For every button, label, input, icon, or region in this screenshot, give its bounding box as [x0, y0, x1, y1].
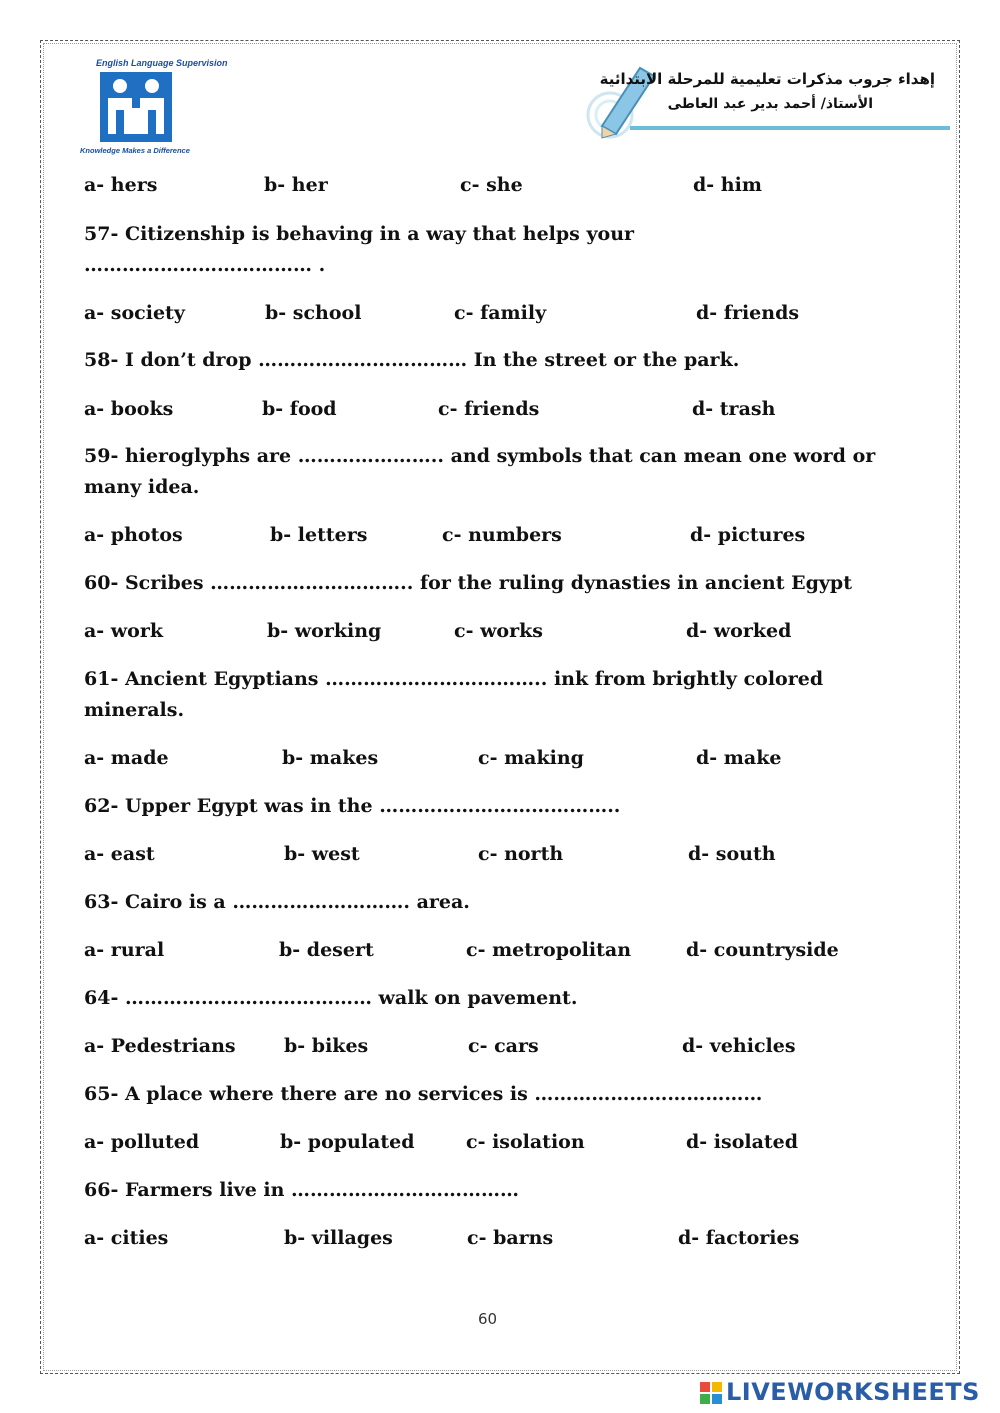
- option-b[interactable]: b- her: [264, 174, 328, 196]
- option-d[interactable]: d- him: [693, 174, 762, 196]
- header-banner: [570, 60, 955, 140]
- option-b[interactable]: b- working: [267, 620, 382, 642]
- question-61: 61- Ancient Egyptians …………………………….. ink from brightly colored minerals.: [84, 668, 824, 721]
- question-63: 63- Cairo is a ………………………. area.: [84, 891, 470, 913]
- option-c[interactable]: c- numbers: [442, 524, 562, 546]
- option-a[interactable]: a- polluted: [84, 1131, 200, 1153]
- option-d[interactable]: d- worked: [686, 620, 792, 642]
- header-arabic-line-1: إهداء جروب مذكرات تعليمية للمرحلة الابتدائية: [599, 70, 935, 88]
- option-c[interactable]: c- works: [454, 620, 543, 642]
- option-d[interactable]: d- trash: [692, 398, 776, 420]
- option-b[interactable]: b- populated: [280, 1131, 415, 1153]
- option-a[interactable]: a- Pedestrians: [84, 1035, 236, 1057]
- question-62: 62- Upper Egypt was in the ………………………………..: [84, 795, 621, 817]
- option-c[interactable]: c- barns: [467, 1227, 554, 1249]
- option-c[interactable]: c- she: [460, 174, 523, 196]
- answer-row-58: [84, 398, 904, 424]
- question-58: 58- I don’t drop …………………………… In the street or the park.: [84, 349, 740, 371]
- option-b[interactable]: b- west: [284, 843, 360, 865]
- option-a[interactable]: a- work: [84, 620, 164, 642]
- answer-row-59: [84, 524, 904, 550]
- liveworksheets-wordmark: LIVEWORKSHEETS: [726, 1378, 980, 1406]
- question-60: 60- Scribes ………………………….. for the ruling dynasties in ancient Egypt: [84, 572, 852, 594]
- liveworksheets-logo-icon: [700, 1382, 722, 1404]
- page-number: 60: [477, 1310, 498, 1328]
- option-b[interactable]: b- school: [265, 302, 362, 324]
- option-d[interactable]: d- countryside: [686, 939, 839, 961]
- option-c[interactable]: c- isolation: [466, 1131, 585, 1153]
- option-c[interactable]: c- metropolitan: [466, 939, 632, 961]
- question-64: 64- ………………………………… walk on pavement.: [84, 987, 578, 1009]
- answer-row-56: [84, 174, 904, 200]
- option-b[interactable]: b- bikes: [284, 1035, 369, 1057]
- option-a[interactable]: a- cities: [84, 1227, 169, 1249]
- option-a[interactable]: a- books: [84, 398, 174, 420]
- option-c[interactable]: c- north: [478, 843, 564, 865]
- option-a[interactable]: a- photos: [84, 524, 183, 546]
- option-c[interactable]: c- family: [454, 302, 547, 324]
- option-a[interactable]: a- hers: [84, 174, 158, 196]
- logo-top-text: English Language Supervision: [96, 58, 228, 68]
- answer-row-64: [84, 1035, 904, 1061]
- question-66: 66- Farmers live in ………………………………: [84, 1179, 520, 1201]
- option-c[interactable]: c- making: [478, 747, 584, 769]
- option-a[interactable]: a- society: [84, 302, 185, 324]
- header-rule: [630, 126, 950, 130]
- option-d[interactable]: d- south: [688, 843, 776, 865]
- option-d[interactable]: d- vehicles: [682, 1035, 796, 1057]
- option-b[interactable]: b- letters: [270, 524, 368, 546]
- answer-row-60: [84, 620, 904, 646]
- option-d[interactable]: d- isolated: [686, 1131, 799, 1153]
- answer-row-62: [84, 843, 904, 869]
- option-d[interactable]: d- pictures: [690, 524, 806, 546]
- liveworksheets-brand[interactable]: [700, 1378, 995, 1408]
- option-c[interactable]: c- friends: [438, 398, 540, 420]
- option-a[interactable]: a- rural: [84, 939, 165, 961]
- answer-row-57: [84, 302, 904, 328]
- answer-row-66: [84, 1227, 904, 1253]
- option-b[interactable]: b- food: [262, 398, 337, 420]
- option-c[interactable]: c- cars: [468, 1035, 539, 1057]
- option-b[interactable]: b- villages: [284, 1227, 393, 1249]
- option-a[interactable]: a- made: [84, 747, 169, 769]
- option-b[interactable]: b- makes: [282, 747, 379, 769]
- answer-row-61: [84, 747, 904, 773]
- supervision-logo: [80, 58, 228, 158]
- logo-figures-icon: [100, 72, 172, 142]
- option-d[interactable]: d- make: [696, 747, 782, 769]
- answer-row-65: [84, 1131, 904, 1157]
- question-57: 57- Citizenship is behaving in a way that helps your ……………………………… .: [84, 223, 635, 276]
- header-arabic-line-2: الأستاذ/ أحمد بدير عبد العاطى: [667, 96, 873, 112]
- option-d[interactable]: d- factories: [678, 1227, 800, 1249]
- logo-bottom-text: Knowledge Makes a Difference: [80, 146, 190, 155]
- option-a[interactable]: a- east: [84, 843, 155, 865]
- question-65: 65- A place where there are no services is ………………………………: [84, 1083, 763, 1105]
- question-59: 59- hieroglyphs are ………………….. and symbols that can mean one word or many idea.: [84, 445, 876, 498]
- answer-row-63: [84, 939, 904, 965]
- option-b[interactable]: b- desert: [279, 939, 374, 961]
- option-d[interactable]: d- friends: [696, 302, 800, 324]
